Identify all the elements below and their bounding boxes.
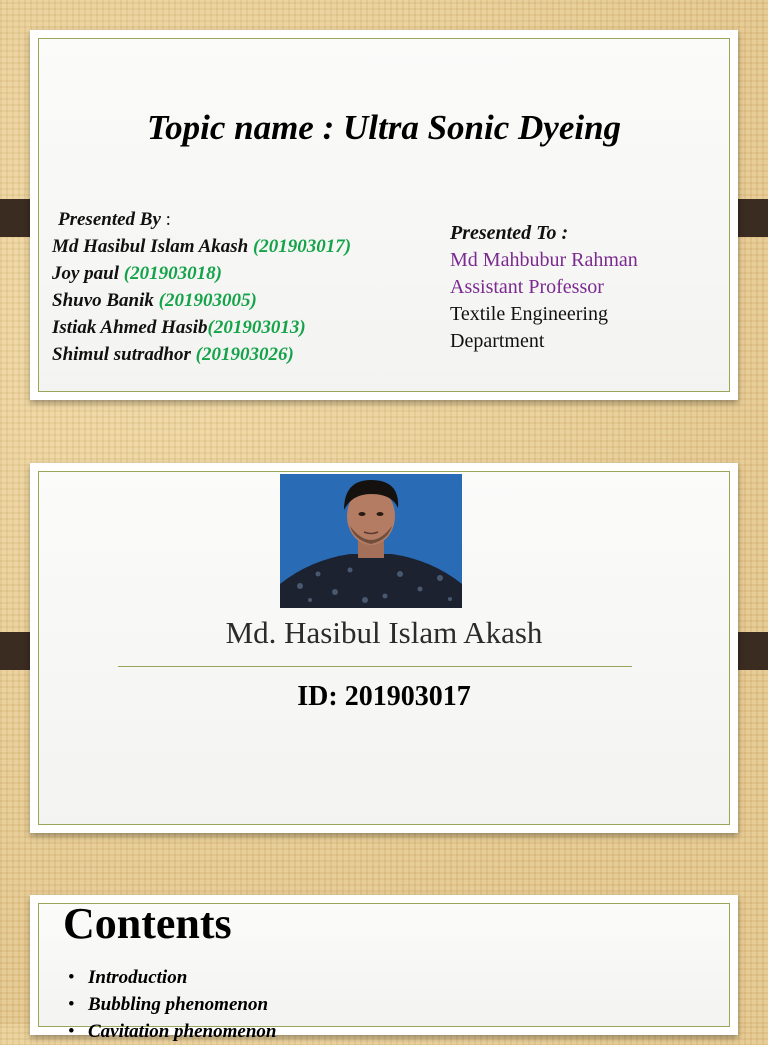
list-item: • Bubbling phenomenon <box>68 991 276 1018</box>
presenter-id: (201903013) <box>207 317 306 338</box>
title-slide <box>30 30 738 400</box>
presenter-line <box>52 287 351 314</box>
presented-by-block <box>52 206 351 368</box>
supervisor-designation: Assistant Professor <box>450 276 604 298</box>
presenter-name: Istiak Ahmed Hasib <box>52 317 208 338</box>
contents-title: Contents <box>63 899 232 948</box>
presenter-line <box>52 314 351 341</box>
presenter-line <box>52 233 351 260</box>
presenter-line <box>52 341 351 368</box>
contents-slide <box>30 895 738 1042</box>
presenter-id: (201903005) <box>158 290 257 311</box>
presenter-slide <box>30 463 738 833</box>
presenter-name: Md Hasibul Islam Akash <box>52 236 253 257</box>
contents-list <box>68 964 276 1045</box>
presenter-id: (201903017) <box>252 236 352 257</box>
presenter-id: (201903018) <box>123 263 222 284</box>
list-item: • Cavitation phenomenon <box>68 1018 276 1045</box>
presenter-name: Joy paul <box>52 263 124 284</box>
presenter-name: Shuvo Banik <box>52 290 159 311</box>
list-item: • Introduction <box>68 964 276 991</box>
presenter-id-label: ID: 201903017 <box>297 681 471 712</box>
department-line: Textile Engineering <box>450 303 608 325</box>
presented-by-colon: : <box>165 209 171 230</box>
department-line: Department <box>450 330 545 352</box>
presented-by-label: Presented By <box>58 209 161 230</box>
presenter-photo <box>280 474 462 608</box>
supervisor-name: Md Mahbubur Rahman <box>450 249 638 271</box>
presenter-name: Shimul sutradhor <box>52 344 196 365</box>
presenter-line <box>52 260 351 287</box>
presented-to-heading: Presented To : <box>450 222 569 244</box>
presenter-id: (201903026) <box>195 344 294 365</box>
presented-by-heading <box>52 206 351 233</box>
presented-to-block <box>450 220 638 355</box>
divider <box>118 666 632 667</box>
presenter-name-heading: Md. Hasibul Islam Akash <box>225 615 543 650</box>
topic-title: Topic name : Ultra Sonic Dyeing <box>146 108 622 147</box>
